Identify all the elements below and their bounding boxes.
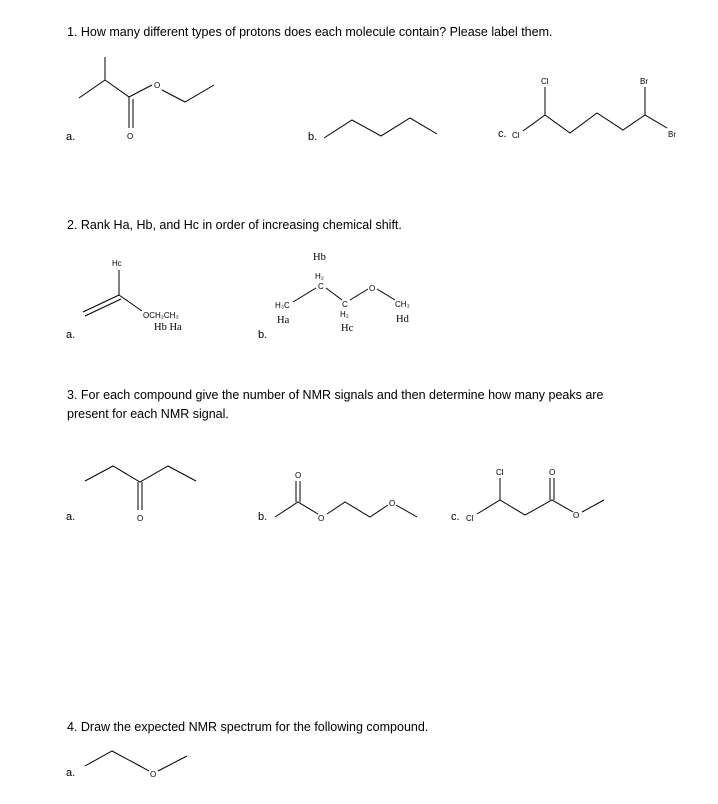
q3c-carbonyl-oxygen: O [549, 468, 556, 477]
q1a-carbonyl-oxygen: O [127, 132, 134, 141]
q1a-ester-oxygen: O [154, 81, 161, 90]
q3b-carbonyl-oxygen: O [295, 471, 302, 480]
q2a-hb-ha-label: Hb Ha [154, 322, 182, 333]
q2b-hb-label: Hb [313, 252, 326, 263]
q2b-hd-label: Hd [396, 314, 409, 325]
q3b-ester-oxygen: O [318, 514, 325, 523]
q2a-och2ch3-label: OCH₂CH₃ [143, 311, 179, 320]
question-1-text: 1. How many different types of protons does each molecule contain? Please label them. [67, 25, 553, 39]
q2-label-b: b. [258, 329, 268, 341]
q2-label-a: a. [66, 329, 76, 341]
question-3-text-line-1: 3. For each compound give the number of NMR signals and then determine how many peaks are [67, 388, 604, 402]
q2b-ha-label: Ha [277, 315, 290, 326]
question-2-text: 2. Rank Ha, Hb, and Hc in order of increasing chemical shift. [67, 218, 402, 232]
q4-label-a: a. [66, 767, 76, 779]
q1c-chlorine-1: Cl [512, 131, 520, 140]
q2b-oxygen: O [369, 284, 376, 293]
q3-label-a: a. [66, 511, 76, 523]
q1-label-a: a. [66, 131, 76, 143]
q1-label-b: b. [308, 131, 318, 143]
q3-label-b: b. [258, 511, 268, 523]
q1-label-c: c. [498, 128, 507, 140]
q2b-c-top: C [318, 282, 324, 291]
q1c-bromine-1: Br [640, 77, 648, 86]
q3b-ether-oxygen: O [389, 499, 396, 508]
question-4-text: 4. Draw the expected NMR spectrum for the following compound. [67, 720, 429, 734]
q2a-hc-label: Hc [112, 259, 122, 268]
q2b-h3c-label: H₃C [275, 301, 290, 310]
q4-oxygen: O [150, 770, 157, 779]
q2b-h2-top: H₂ [315, 272, 324, 281]
q3c-chlorine-1: Cl [466, 514, 474, 523]
q3c-ester-oxygen: O [573, 511, 580, 520]
q3-label-c: c. [451, 511, 460, 523]
question-3-text-line-2: present for each NMR signal. [67, 407, 229, 421]
q3a-oxygen: O [137, 514, 144, 523]
q1c-chlorine-2: Cl [541, 77, 549, 86]
q2b-h2-mid: H₂ [340, 310, 349, 319]
q2b-c-mid: C [342, 300, 348, 309]
q3c-chlorine-2: Cl [496, 468, 504, 477]
q1c-bromine-2: Br [668, 130, 676, 139]
q2b-hc-label: Hc [341, 323, 354, 334]
q2b-ch3-label: CH₃ [395, 300, 410, 309]
